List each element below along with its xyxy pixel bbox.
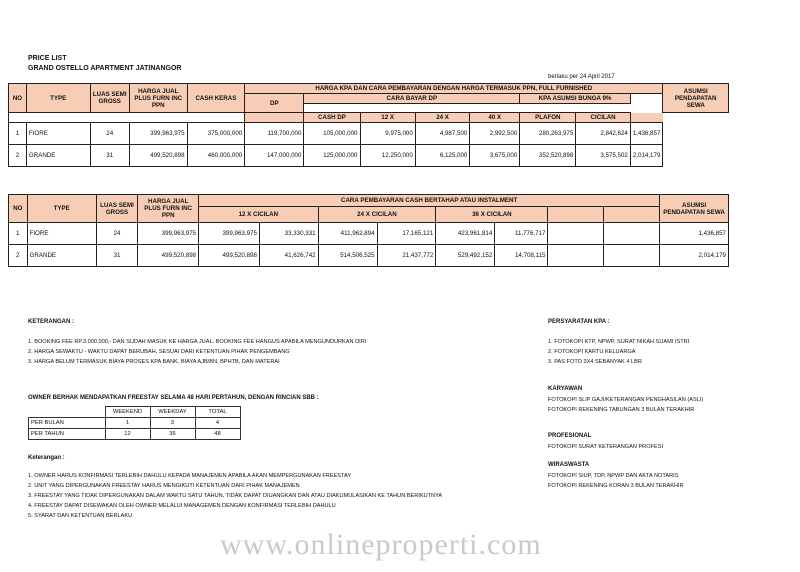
cell-cicilan: 3,575,502 — [576, 145, 631, 167]
cell-sewa: 2,014,179 — [660, 245, 729, 267]
cell-cash: 375,000,000 — [187, 123, 245, 145]
col-weekend: WEEKEND — [105, 407, 150, 418]
cell-luas: 24 — [96, 223, 138, 245]
table-row — [29, 418, 241, 429]
cell-harga: 499,520,898 — [138, 245, 199, 267]
col-cicilan: CICILAN — [576, 113, 631, 123]
profesional-list — [548, 442, 788, 452]
col-40x: 40 X — [470, 113, 520, 123]
cell-type: FIORE — [27, 223, 96, 245]
kpa-group-header: HARGA KPA DAN CARA PEMBAYARAN DENGAN HARGA TERMASUK PPN, FULL FURNISHED — [245, 84, 663, 94]
cell-harga: 399,963,975 — [129, 123, 187, 145]
profesional-title: PROFESIONAL — [548, 433, 592, 439]
cell-luas: 24 — [90, 123, 129, 145]
col-weekday: WEEKDAY — [150, 407, 195, 418]
cell-type: GRANDE — [26, 145, 90, 167]
col-12x-cicilan: 12 X CICILAN — [199, 207, 319, 223]
cell-36x-monthly: 14,708,115 — [495, 245, 548, 267]
cell-no: 1 — [9, 123, 27, 145]
keterangan-list — [28, 337, 518, 367]
col-luas: LUAS SEMI GROSS — [90, 84, 129, 113]
cell-luas: 31 — [96, 245, 138, 267]
col-cash-dp: CASH DP — [304, 113, 360, 123]
list-item: 2. HARGA SEWAKTU - WAKTU DAPAT BERUBAH, SESUAI DARI KETENTUAN PIHAK PENGEMBANG — [28, 349, 290, 355]
cell-no: 2 — [9, 245, 28, 267]
doc-title: PRICE LIST — [28, 55, 67, 62]
table-row — [9, 145, 729, 167]
table-row — [9, 123, 729, 145]
cell-plafon: 280,263,975 — [520, 123, 576, 145]
cell-type: GRANDE — [27, 245, 96, 267]
cell-no: 1 — [9, 223, 28, 245]
col-type: TYPE — [26, 84, 90, 113]
list-item: 2. FOTOKOPI KARTU KELUARGA — [548, 349, 636, 355]
cell-weekend: 12 — [105, 429, 150, 440]
col-total: TOTAL — [195, 407, 240, 418]
list-item: 3. HARGA BELUM TERMASUK BIAYA PROSES KPA BANK, BIAYA AJB/BN, BPHTB, DAN MATERAI — [28, 359, 280, 365]
col-no: NO — [9, 84, 27, 113]
row-label: PER TAHUN — [29, 429, 106, 440]
keterangan2-list — [28, 471, 528, 521]
cell-24x: 6,125,000 — [415, 145, 470, 167]
list-item: FOTOKOPI REKENING KORAN 3 BULAN TERAKHIR — [548, 483, 684, 489]
cell-cicilan: 2,842,624 — [576, 123, 631, 145]
list-item: FOTOKOPI REKENING TABUNGAN 3 BULAN TERAKHIR — [548, 407, 695, 413]
cell-12x-total: 399,963,975 — [199, 223, 260, 245]
list-item: 5. SYARAT DAN KETENTUAN BERLAKU — [28, 513, 133, 519]
cell-24x-monthly: 21,437,772 — [377, 245, 436, 267]
cell-no: 2 — [9, 145, 27, 167]
table-row — [9, 245, 729, 267]
col-12x: 12 X — [360, 113, 415, 123]
cell-weekday: 36 — [150, 429, 195, 440]
cell-dp: 119,700,000 — [245, 123, 304, 145]
col-harga: HARGA JUAL PLUS FURN INC PPN — [129, 84, 187, 113]
kpa-bunga-header: KPA ASUMSI BUNGA 9% — [520, 94, 631, 104]
col-36x-cicilan: 36 X CICILAN — [436, 207, 548, 223]
cell-40x: 3,675,000 — [470, 145, 520, 167]
col-plafon: PLAFON — [520, 113, 576, 123]
valid-date: berlaku per 24 April 2017 — [548, 74, 615, 80]
wiraswasta-list — [548, 471, 788, 491]
cell-12x: 12,250,000 — [360, 145, 415, 167]
karyawan-title: KARYAWAN — [548, 386, 583, 392]
col-24x-cicilan: 24 X CICILAN — [318, 207, 436, 223]
col-dp: DP — [245, 94, 304, 113]
col-cash-keras: CASH KERAS — [187, 84, 245, 113]
col-luas: LUAS SEMI GROSS — [96, 195, 138, 223]
price-table-instalment — [8, 194, 729, 267]
col-asumsi-sewa: ASUMSI PENDAPATAN SEWA — [663, 84, 729, 113]
cell-weekend: 1 — [105, 418, 150, 429]
list-item: 1. BOOKING FEE RP.3.000.000,- DAN SUDAH MASUK KE HARGA JUAL. BOOKING FEE HANGUS APABILA MENGUNDURKAN DIRI — [28, 339, 367, 345]
row-label: PER BULAN — [29, 418, 106, 429]
watermark: www.onlineproperti.com — [220, 528, 542, 561]
col-asumsi-sewa: ASUMSI PENDAPATAN SEWA — [660, 195, 729, 223]
cell-sewa: 1,436,857 — [660, 223, 729, 245]
col-harga: HARGA JUAL PLUS FURN INC PPN — [138, 195, 199, 223]
cell-harga: 399,963,975 — [138, 223, 199, 245]
cell-24x-total: 411,962,894 — [318, 223, 377, 245]
cell-plafon: 352,520,898 — [520, 145, 576, 167]
keterangan2-title: Keterangan : — [28, 455, 65, 461]
col-no: NO — [9, 195, 28, 223]
cell-12x-total: 499,520,898 — [199, 245, 260, 267]
list-item: FOTOKOPI SIUP, TDP, NPWP DAN AKTA NOTARIS — [548, 473, 679, 479]
cell-dp: 147,000,000 — [245, 145, 304, 167]
cell-luas: 31 — [90, 145, 129, 167]
cell-12x-monthly: 41,626,742 — [259, 245, 318, 267]
table-row — [29, 429, 241, 440]
list-item: 3. FREESTAY YANG TIDAK DIPERGUNAKAN DALAM WAKTU SATU TAHUN, TIDAK DAPAT DIUANGKAN DAN ATAU DIAKUMULASIKAN KE TAHUN BERIKUTNYA — [28, 493, 443, 499]
list-item: FOTOKOPI SURAT KETERANGAN PROFESI — [548, 444, 664, 450]
cell-sewa: 1,436,857 — [630, 123, 663, 145]
list-item: 4. FREESTAY DAPAT DISEWAKAN OLEH OWNER MELALUI MANAGEMEN DENGAN KONFIRMASI TERLEBIH DAHULU — [28, 503, 336, 509]
cell-12x: 9,975,000 — [360, 123, 415, 145]
freestay-table — [28, 406, 241, 440]
cell-40x: 2,992,500 — [470, 123, 520, 145]
cell-24x: 4,987,500 — [415, 123, 470, 145]
persyaratan-list — [548, 337, 788, 367]
cell-type: FIORE — [26, 123, 90, 145]
list-item: FOTOKOPI SLIP GAJI/KETERANGAN PENGHASILAN (ASLI) — [548, 397, 704, 403]
col-24x: 24 X — [415, 113, 470, 123]
keterangan-title: KETERANGAN : — [28, 319, 74, 325]
freestay-title: OWNER BERHAK MENDAPATKAN FREESTAY SELAMA 48 HARI PERTAHUN, DENGAN RINCIAN SBB : — [28, 395, 319, 401]
karyawan-list — [548, 395, 788, 415]
price-table-kpa — [8, 83, 729, 167]
cell-cash: 460,000,000 — [187, 145, 245, 167]
cell-sewa: 2,014,179 — [630, 145, 663, 167]
cell-24x-monthly: 17,165,121 — [377, 223, 436, 245]
cell-cashdp: 105,000,000 — [304, 123, 360, 145]
cell-total: 4 — [195, 418, 240, 429]
col-type: TYPE — [27, 195, 96, 223]
cell-24x-total: 514,506,525 — [318, 245, 377, 267]
persyaratan-title: PERSYARATAN KPA : — [548, 319, 610, 325]
cell-36x-total: 529,492,152 — [436, 245, 495, 267]
cell-12x-monthly: 33,330,331 — [259, 223, 318, 245]
cell-36x-total: 423,961,814 — [436, 223, 495, 245]
cell-harga: 499,520,898 — [129, 145, 187, 167]
cell-36x-monthly: 11,776,717 — [495, 223, 548, 245]
wiraswasta-title: WIRASWASTA — [548, 462, 590, 468]
cell-cashdp: 125,000,000 — [304, 145, 360, 167]
list-item: 1. OWNER HARUS KONFIRMASI TERLEBIH DAHULU KEPADA MANAJEMEN APABILA AKAN MEMPERGUNAKAN FREESTAY — [28, 473, 352, 479]
instalment-group-header: CARA PEMBAYARAN CASH BERTAHAP ATAU INSTALMENT — [199, 195, 660, 207]
cell-total: 48 — [195, 429, 240, 440]
doc-subtitle: GRAND OSTELLO APARTMENT JATINANGOR — [28, 65, 182, 72]
list-item: 2. UNIT YANG DIPERGUNAKAN FREESTAY HARUS MENGIKUTI KETENTUAN DARI PIHAK MANAJEMEN — [28, 483, 300, 489]
list-item: 1. FOTOKOPI KTP, NPWP, SURAT NIKAH SUAMI ISTRI — [548, 339, 690, 345]
list-item: 3. PAS FOTO 3X4 SEBANYAK 4 LBR — [548, 359, 642, 365]
table-row — [9, 223, 729, 245]
cell-weekday: 3 — [150, 418, 195, 429]
cara-bayar-dp-header: CARA BAYAR DP — [304, 94, 520, 104]
